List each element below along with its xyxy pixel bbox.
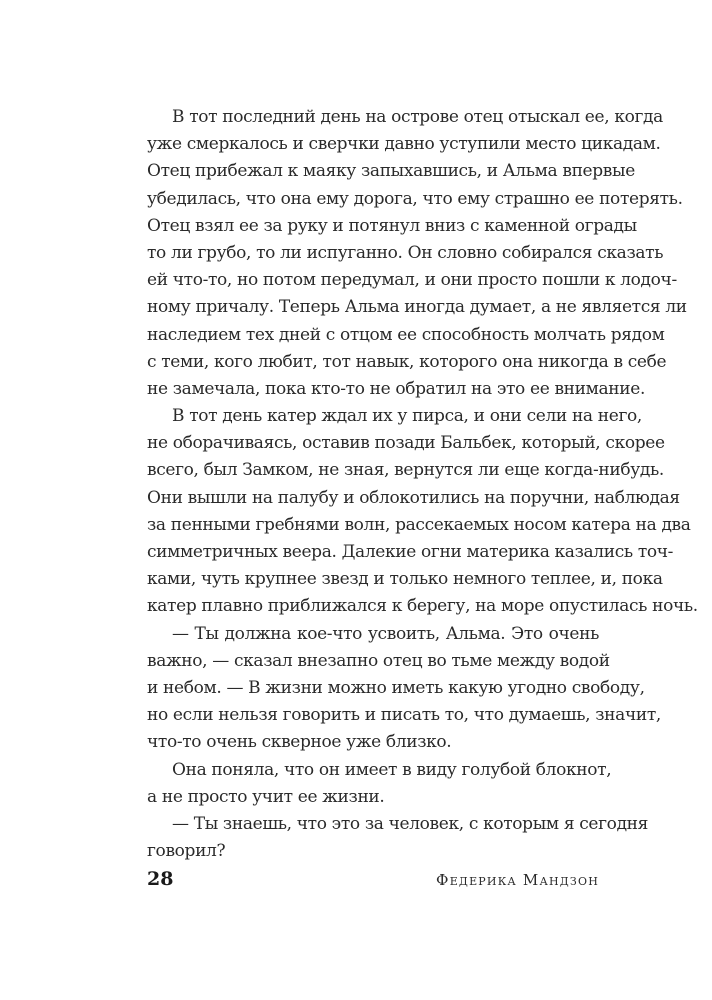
text-line: не оборачиваясь, оставив позади Бальбек, который, скорее	[147, 433, 665, 454]
text-line: ками, чуть крупнее звезд и только немного теплее, и, пока	[147, 569, 663, 590]
text-line: важно, — сказал внезапно отец во тьме между водой	[147, 650, 610, 671]
text-line: симметричных веера. Далекие огни материка казались точ-	[147, 542, 674, 562]
running-head-author: Федерика Мандзон	[436, 871, 599, 889]
text-line: а не просто учит ее жизни.	[147, 786, 385, 807]
text-line: — Ты знаешь, что это за человек, с которым я сегодня	[172, 813, 649, 834]
text-line: то ли грубо, то ли испуганно. Он словно собирался сказать	[147, 242, 664, 263]
text-line: В тот последний день на острове отец отыскал ее, когда	[172, 107, 663, 127]
text-line: наследием тех дней с отцом ее способность молчать рядом	[147, 324, 665, 345]
text-line: с теми, кого любит, тот навык, которого она никогда в себе	[147, 351, 667, 372]
text-line: Они вышли на палубу и облокотились на поручни, наблюдая	[147, 487, 680, 508]
text-line: — Ты должна кое-что усвоить, Альма. Это очень	[172, 623, 599, 644]
text-line: что-то очень скверное уже близко.	[147, 732, 452, 753]
text-line: не замечала, пока кто-то не обратил на это ее внимание.	[147, 378, 646, 399]
text-line: ей что-то, но потом передумал, и они просто пошли к лодоч-	[147, 270, 677, 291]
text-line: но если нельзя говорить и писать то, что думаешь, значит,	[147, 705, 661, 726]
body-text	[147, 104, 698, 865]
text-line: уже смеркалось и сверчки давно уступили место цикадам.	[147, 134, 661, 155]
page-number: 28	[147, 868, 174, 890]
text-line: говорил?	[147, 841, 226, 862]
text-line: ному причалу. Теперь Альма иногда думает, а не является ли	[147, 297, 687, 318]
text-line: Отец взял ее за руку и потянул вниз с каменной ограды	[147, 215, 637, 236]
text-line: Она поняла, что он имеет в виду голубой блокнот,	[172, 759, 612, 780]
text-line: убедилась, что она ему дорога, что ему страшно ее потерять.	[147, 188, 683, 209]
text-line: за пенными гребнями волн, рассекаемых носом катера на два	[147, 514, 691, 535]
text-line: и небом. — В жизни можно иметь какую угодно свободу,	[147, 677, 645, 698]
text-line: катер плавно приближался к берегу, на море опустилась ночь.	[147, 596, 698, 617]
text-line: Отец прибежал к маяку запыхавшись, и Альма впервые	[147, 161, 635, 182]
text-line: В тот день катер ждал их у пирса, и они сели на него,	[172, 406, 642, 427]
page-footer	[147, 868, 599, 898]
text-line: всего, был Замком, не зная, вернутся ли еще когда-нибудь.	[147, 460, 664, 481]
